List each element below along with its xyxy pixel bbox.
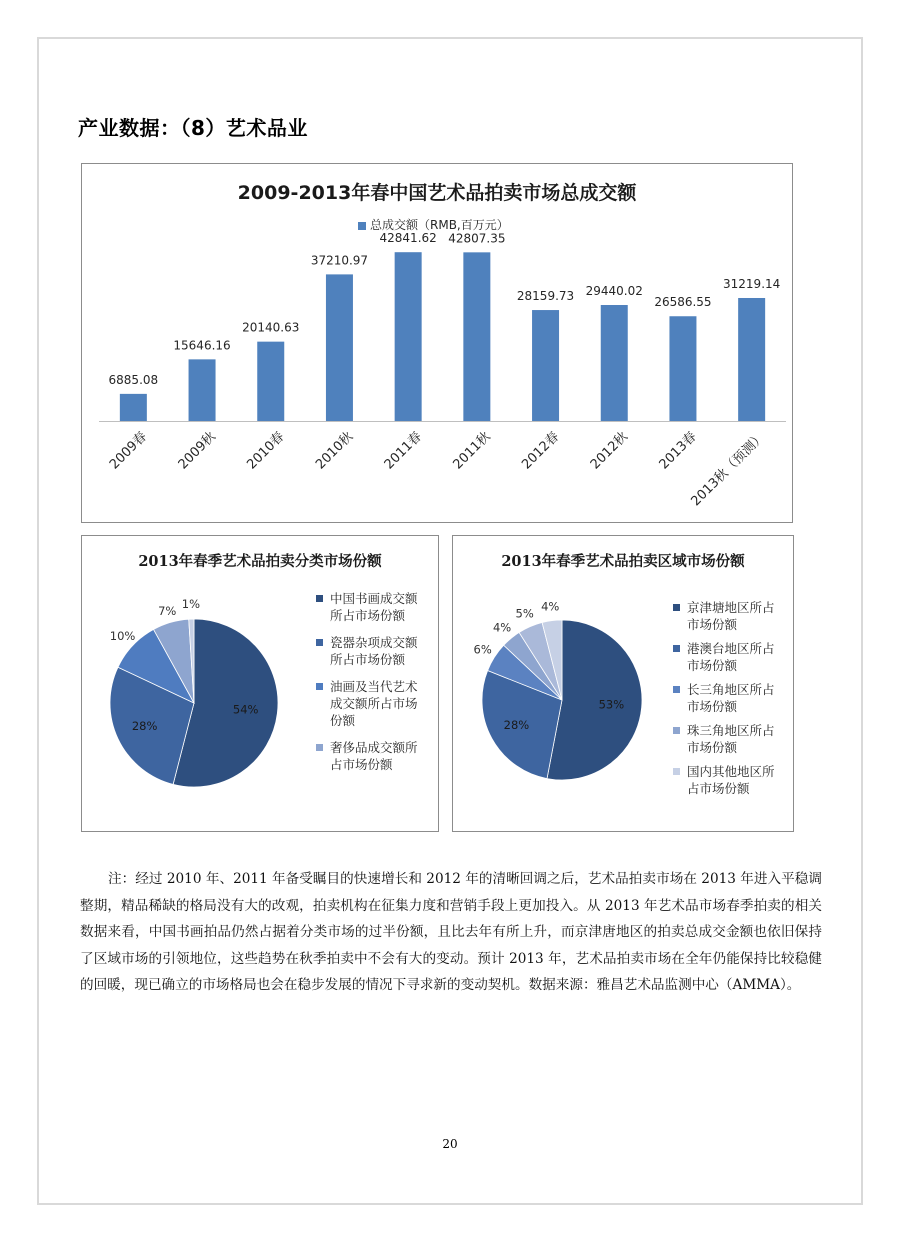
bar-value-label: 37210.97: [310, 253, 369, 268]
pie-chart-region-legend: [673, 599, 791, 804]
pie2-legend-text: 市场份额: [687, 617, 738, 632]
x-tick-label: 2010秋: [313, 429, 357, 473]
x-tick-label: 2009春: [106, 429, 151, 473]
x-tick-label: 2012春: [519, 429, 563, 473]
bar: [601, 305, 628, 421]
pie2-legend-item: [673, 681, 791, 715]
pie-value-label: 53%: [598, 697, 625, 712]
x-tick-label: 2013春: [656, 429, 700, 473]
pie1-legend-text: 份额: [330, 713, 356, 728]
bar-value-label: 42807.35: [448, 231, 506, 246]
pie1-legend-item: [316, 590, 434, 624]
legend-swatch: [316, 595, 323, 602]
bar: [326, 274, 353, 421]
pie2-legend-text: 市场份额: [687, 740, 738, 755]
pie1-legend-item: [316, 678, 434, 729]
bar-value-label: 15646.16: [173, 338, 231, 353]
pie1-legend-text: 奢侈品成交额所: [330, 740, 418, 755]
pie-chart-region-title: 2013年春季艺术品拍卖区域市场份额: [501, 553, 745, 570]
page-number: 20: [442, 1137, 458, 1151]
bar-value-label: 42841.62: [379, 231, 437, 246]
legend-swatch: [673, 727, 680, 734]
x-tick-label: 2013秋（预测）: [688, 429, 769, 510]
pie-chart-region-container: [452, 535, 794, 832]
pie1-legend-text: 占市场份额: [330, 757, 393, 772]
pie-value-label: 5%: [515, 606, 534, 621]
legend-swatch: [316, 639, 323, 646]
bar-value-label: 6885.08: [108, 372, 159, 387]
pie-chart-region-svg: [453, 536, 668, 833]
pie1-legend-text: 瓷器杂项成交额: [330, 635, 418, 650]
legend-swatch: [673, 686, 680, 693]
bar-value-label: 29440.02: [585, 284, 643, 299]
bar: [532, 310, 559, 421]
bar: [669, 316, 696, 421]
pie2-legend-text: 占市场份额: [687, 781, 750, 796]
pie2-legend-text: 长三角地区所占: [687, 682, 775, 697]
pie-chart-category-container: [81, 535, 439, 832]
bar: [120, 394, 147, 421]
pie-value-label: 6%: [473, 642, 492, 657]
bar: [463, 252, 490, 421]
x-tick-label: 2009秋: [175, 429, 219, 473]
bar-value-label: 28159.73: [516, 289, 575, 304]
pie2-legend-text: 港澳台地区所占: [687, 641, 775, 656]
pie2-legend-text: 市场份额: [687, 658, 738, 673]
pie2-legend-text: 珠三角地区所占: [687, 723, 775, 738]
bar-chart-svg: [82, 164, 794, 524]
pie-value-label: 10%: [109, 628, 136, 643]
bar-value-label: 31219.14: [723, 276, 781, 291]
pie1-legend-item: [316, 739, 434, 773]
pie-value-label: 1%: [181, 597, 201, 612]
pie1-legend-text: 成交额所占市场: [330, 696, 418, 711]
legend-swatch: [673, 645, 680, 652]
bar-value-label: 20140.63: [242, 320, 300, 335]
legend-swatch: [673, 768, 680, 775]
pie1-legend-text: 所占市场份额: [330, 652, 406, 667]
legend-swatch: [316, 683, 323, 690]
pie1-legend-text: 中国书画成交额: [330, 591, 418, 606]
pie1-legend-item: [316, 634, 434, 668]
pie-value-label: 54%: [232, 702, 259, 717]
pie-chart-category-svg: [82, 536, 312, 833]
pie-value-label: 28%: [503, 718, 530, 733]
pie2-legend-item: [673, 763, 791, 797]
bar-chart-title: 2009-2013年春中国艺术品拍卖市场总成交额: [237, 182, 637, 204]
bar: [738, 298, 765, 421]
legend-swatch: [316, 744, 323, 751]
pie2-legend-text: 国内其他地区所: [687, 764, 775, 779]
bar-legend-label: 总成交额（RMB,百万元）: [370, 218, 509, 232]
x-tick-label: 2010春: [244, 429, 288, 473]
x-tick-label: 2011春: [381, 429, 425, 473]
legend-swatch: [673, 604, 680, 611]
pie1-legend-text: 油画及当代艺术: [330, 679, 418, 694]
pie-value-label: 7%: [158, 603, 177, 618]
pie2-legend-text: 京津塘地区所占: [687, 600, 775, 615]
bar-chart-container: [81, 163, 793, 523]
pie-chart-category-title: 2013年春季艺术品拍卖分类市场份额: [138, 553, 382, 570]
bar: [395, 252, 422, 421]
pie2-legend-item: [673, 640, 791, 674]
pie-value-label: 4%: [541, 599, 560, 614]
pie2-legend-text: 市场份额: [687, 699, 738, 714]
pie2-legend-item: [673, 722, 791, 756]
bar: [189, 359, 216, 421]
pie-value-label: 4%: [492, 620, 512, 635]
bar-value-label: 26586.55: [654, 295, 712, 310]
note-paragraph-container: [80, 866, 822, 999]
pie2-legend-item: [673, 599, 791, 633]
bar: [257, 342, 284, 421]
pie-value-label: 28%: [131, 719, 158, 734]
pie1-legend-text: 所占市场份额: [330, 608, 406, 623]
note-paragraph: 注：经过 2010 年、2011 年备受瞩目的快速增长和 2012 年的清晰回调之后，艺术品拍卖市场在 2013 年进入平稳调整期，精品稀缺的格局没有大的改观，拍卖机构在征集力度和营销手段上更加投入。从 2013 年艺术品市场春季拍卖的相关数据来看，中国书画拍品仍然占据着分类市场的过半份额，且比去年有所上升，而京津唐地区的拍卖总成交金额也依旧保持了区域市场的引领地位，这些趋势在秋季拍卖中不会有大的变动。预计 2013 年，艺术品拍卖市场在全年仍能保持比较稳健的回暖，现已确立的市场格局也会在稳步发展的情况下寻求新的变动契机。数据来源：雅昌艺术品监测中心（AMMA）。: [80, 871, 822, 993]
pie-chart-category-legend: [316, 590, 434, 783]
x-tick-label: 2011秋: [450, 429, 494, 473]
page-heading: 产业数据：（8）艺术品业: [78, 116, 308, 140]
x-tick-label: 2012秋: [587, 429, 632, 473]
